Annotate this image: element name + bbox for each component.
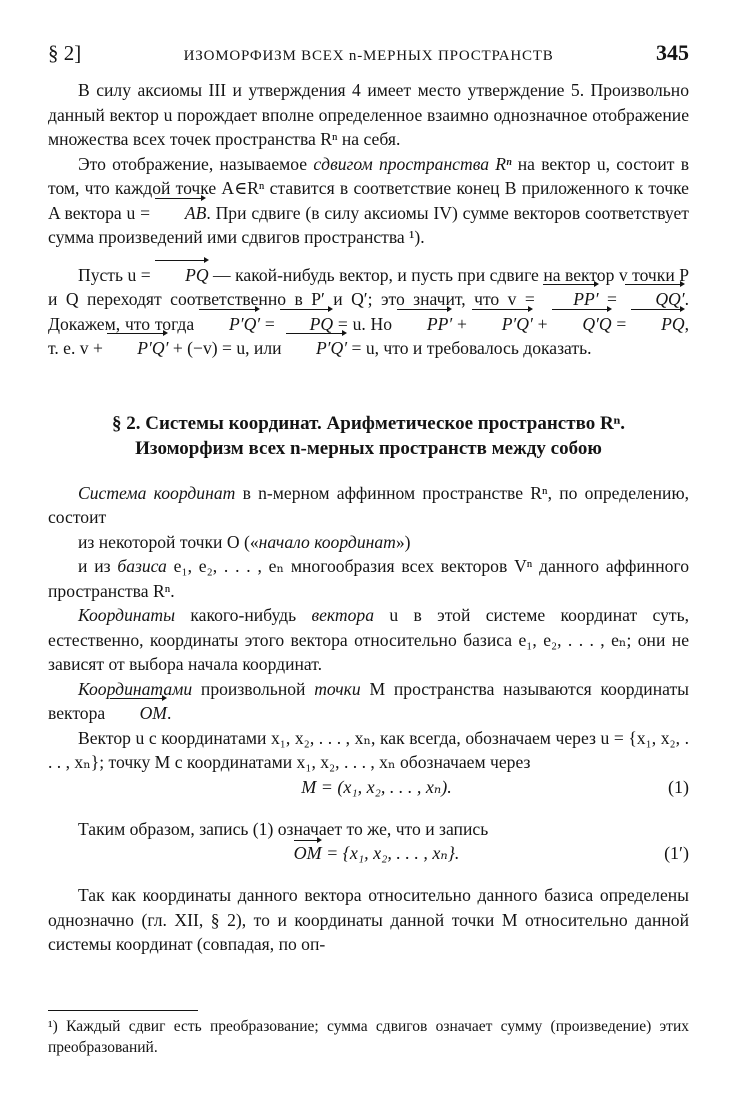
text-run: = u, что и требовалось доказать.: [347, 338, 592, 358]
paragraph-proof: [48, 263, 689, 361]
formula-expression: M = (x₁, x₂, . . . , xₙ).: [301, 776, 452, 797]
term-basis: базиса: [117, 556, 167, 576]
text-run: и из: [78, 556, 118, 576]
page-number: 345: [655, 40, 689, 65]
vector-ab: AB: [155, 201, 207, 226]
paragraph-shift-definition: [48, 152, 689, 250]
section-heading: [48, 411, 689, 461]
text-run: в n-мерном аффинном пространстве Rⁿ, по определению, состоит: [48, 482, 689, 527]
text-run: =: [598, 289, 626, 309]
vector-pq: PQ: [155, 263, 208, 288]
formula-number: (1′): [664, 843, 689, 863]
text-run: .: [166, 703, 172, 723]
term-coordinate-system: Система координат: [78, 482, 236, 503]
vector-om: OM: [110, 701, 167, 726]
vector-p-prime-q-prime: P′Q′: [107, 336, 168, 361]
vector-p-prime-q-prime: P′Q′: [286, 336, 347, 361]
text-run: +: [532, 313, 553, 334]
term-coordinates: Координаты: [78, 605, 176, 625]
paragraph-uniqueness: Так как координаты данного вектора относительно данного базиса определены однозначно (гл. XII, § 2), то и координаты данной точки M относительно данной системы координат (совпадая, по оп-: [48, 885, 689, 954]
paragraph-basis: [48, 554, 689, 603]
header-title: ИЗОМОРФИЗМ ВСЕХ n-МЕРНЫХ ПРОСТРАНСТВ: [183, 48, 554, 64]
paragraph-coordinate-system: [48, 481, 689, 530]
footnote: ¹) Каждый сдвиг есть преобразование; сумма сдвигов означает сумму (произведение) этих преобразований.: [48, 1018, 689, 1056]
text-run: . Докажем, что тогда: [48, 289, 689, 334]
vector-pq: PQ: [631, 312, 684, 337]
paragraph-vector-coordinates: [48, 603, 689, 677]
text-run: . При сдвиге (в силу аксиомы IV) сумме векторов соответствует сумма произведений ими сдвигов пространства ¹).: [48, 202, 689, 247]
text-run: »): [395, 531, 411, 552]
section-heading-line: Изоморфизм всех n-мерных пространств между собою: [135, 437, 602, 459]
vector-p-prime-q-prime: P′Q′: [472, 312, 533, 337]
text-run: Пусть u =: [78, 264, 156, 285]
formula-number: (1): [668, 776, 689, 797]
paragraph-axiom: В силу аксиомы III и утверждения 4 имеет место утверждение 5. Произвольно данный вектор u порождает вполне определенное взаимно однозначное отображение множества всех точек пространства Rⁿ на себя.: [48, 80, 689, 149]
page-body: [48, 40, 689, 957]
formula-1: [48, 777, 689, 811]
vector-qq-prime: QQ′: [625, 287, 684, 312]
text-run: — какой-нибудь вектор, и пусть при сдвиге на вектор v точки P и Q переходят соответственно в P′ и Q′; это значит, что v =: [48, 264, 689, 309]
term-coordinates: Координатами: [78, 678, 193, 699]
formula-rest: = {x₁, x₂, . . . , xₙ}.: [321, 843, 460, 863]
text-run: =: [611, 313, 632, 334]
text-run: на вектор u, состоит в том, что каждой точке A∈Rⁿ ставится в соответствие конец B приложенного к точке A вектора u =: [48, 153, 689, 223]
header-section: § 2]: [48, 41, 82, 65]
vector-pp-prime: PP′: [543, 287, 598, 312]
text-run: u в этой системе координат суть, естественно, координаты этого вектора относительно базиса e₁, e₂, . . . , eₙ; они не зависят от выбора начала координат.: [48, 605, 689, 674]
term-shift: сдвигом пространства Rⁿ: [313, 153, 512, 174]
term-vector: вектора: [311, 605, 375, 625]
formula-1-prime: [48, 843, 689, 877]
paragraph-notation: Вектор u с координатами x₁, x₂, . . . , xₙ, как всегда, обозначаем через u = {x₁, x₂, . . . , xₙ}; точку M с координатами x₁, x₂, . . . , xₙ обозначаем через: [48, 727, 689, 772]
vector-q-prime-q: Q′Q: [552, 312, 611, 337]
text-run: =: [260, 313, 280, 334]
text-run: + (−v) = u, или: [168, 338, 286, 358]
paragraph-origin: [48, 530, 689, 555]
text-run: из некоторой точки O («: [78, 531, 259, 552]
text-run: Это отображение, называемое: [78, 153, 314, 174]
vector-om: OM: [293, 843, 322, 863]
vector-pq: PQ: [280, 312, 333, 337]
text-run: +: [452, 313, 472, 334]
text-run: M пространства называются координаты вектора: [48, 678, 689, 723]
vector-pp-prime: PP′: [397, 312, 452, 337]
text-run: = u. Но: [333, 313, 397, 334]
text-run: , т. е. v +: [48, 313, 689, 358]
text-run: e₁, e₂, . . . , eₙ многообразия всех векторов Vⁿ данного аффинного пространства Rⁿ.: [48, 556, 690, 601]
footnote-divider: [48, 1010, 198, 1011]
term-origin: начало координат: [258, 531, 396, 552]
text-run: произвольной: [192, 678, 315, 699]
vector-p-prime-q-prime: P′Q′: [199, 312, 260, 337]
formula-expression: [48, 843, 655, 864]
paragraph-point-coordinates: [48, 677, 689, 726]
section-heading-line: § 2. Системы координат. Арифметическое пространство Rⁿ.: [111, 412, 626, 434]
paragraph-equivalence: Таким образом, запись (1) означает то же, что и запись: [78, 818, 489, 839]
running-header: [48, 40, 689, 78]
term-point: точки: [314, 678, 361, 699]
text-run: какого-нибудь: [175, 605, 312, 625]
